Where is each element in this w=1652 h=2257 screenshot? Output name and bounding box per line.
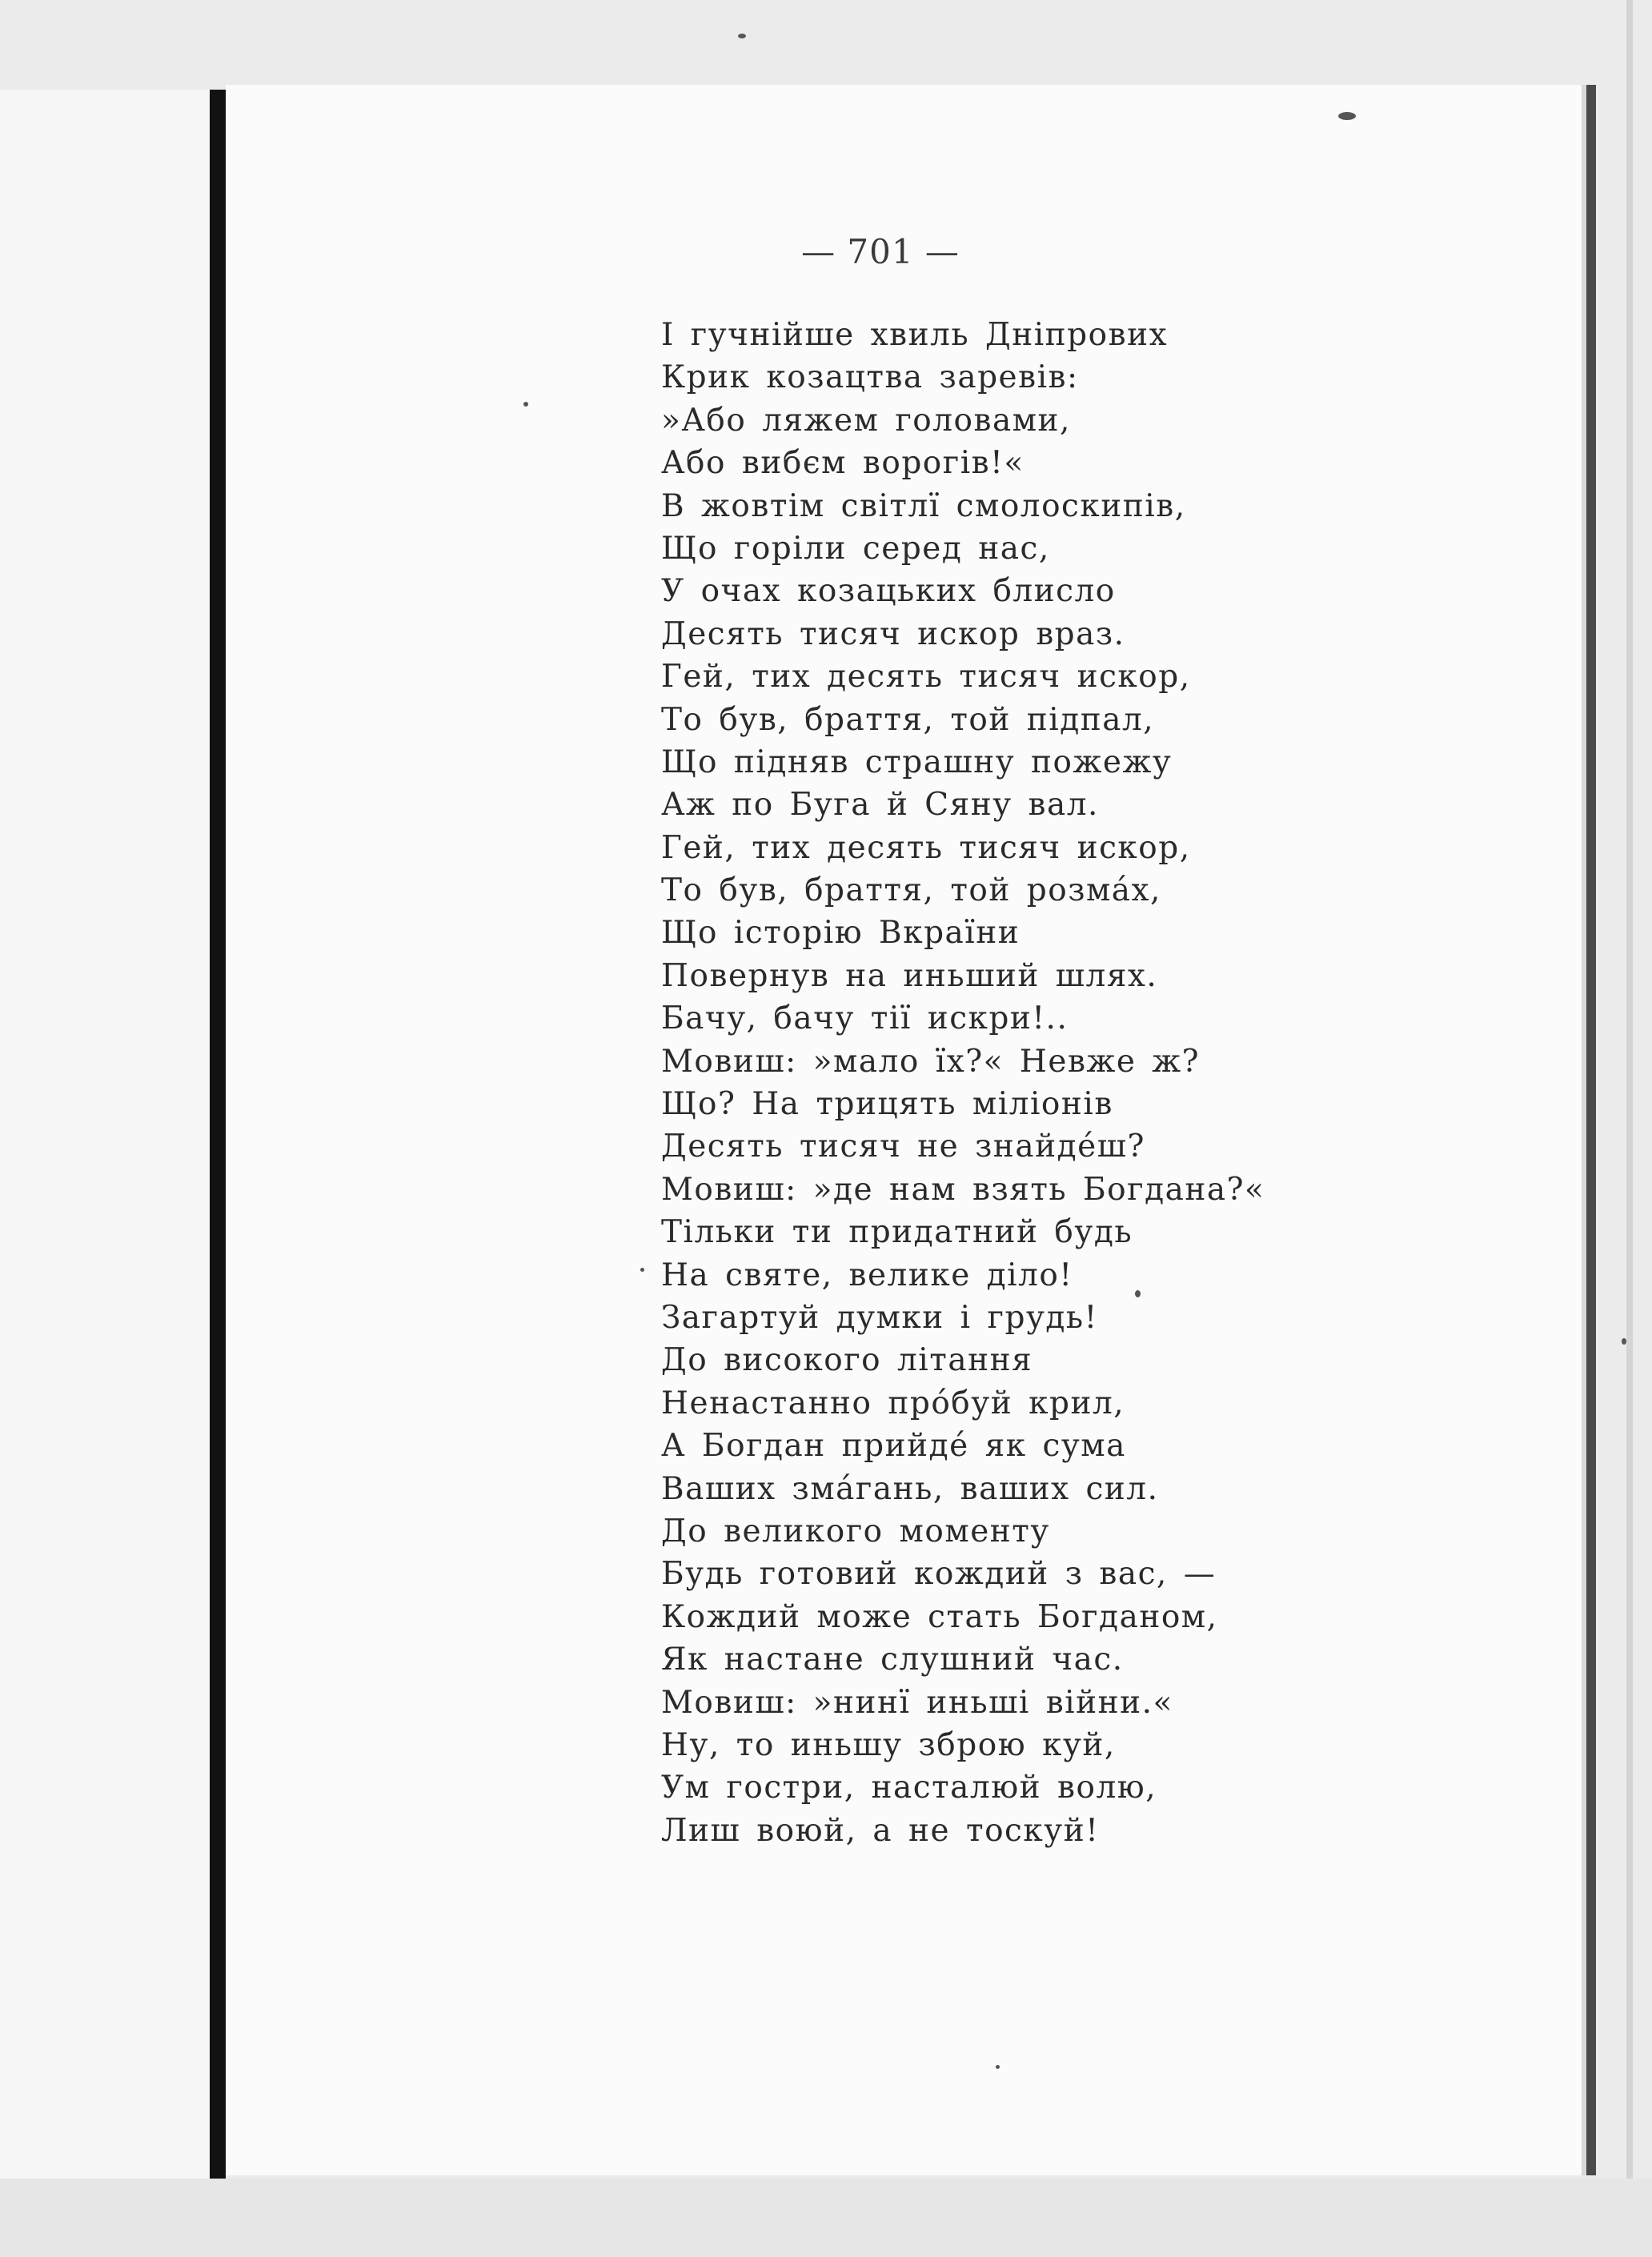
poem-line: Що горіли серед нас,: [661, 530, 1050, 567]
poem-line: Десять тисяч искор враз.: [661, 615, 1125, 652]
page-right-edge: [1586, 85, 1596, 2175]
poem-line: Десять тисяч не знайде́ш?: [661, 1128, 1145, 1165]
poem-line: А Богдан прийде́ як сума: [661, 1428, 1126, 1465]
poem-line: Мовиш: »нинї иньші війни.«: [661, 1684, 1173, 1721]
poem-line: Гей, тих десять тисяч искор,: [661, 659, 1191, 696]
poem-line: Що підняв страшну пожежу: [661, 744, 1173, 780]
poem-line: Загартуй думки і грудь!: [661, 1299, 1098, 1336]
book-spine: [210, 90, 226, 2179]
poem-line: То був, браття, той підпал,: [661, 701, 1155, 738]
poem-line: Як настане слушний час.: [661, 1642, 1124, 1678]
poem-line: І гучнійше хвиль Дніпрових: [661, 317, 1169, 353]
poem-line: До високого літання: [661, 1342, 1033, 1379]
poem-line: Ум гостри, насталюй волю,: [661, 1770, 1157, 1806]
left-page-edge: [0, 90, 210, 2179]
poem-line: Крик козацтва заревів:: [661, 359, 1079, 396]
poem-line: Кождий може стать Богданом,: [661, 1598, 1218, 1635]
poem-line: Ненастанно про́буй крил,: [661, 1385, 1125, 1421]
poem-line: Будь готовий кождий з вас, —: [661, 1556, 1217, 1593]
poem-line: Бачу, бачу тії искри!..: [661, 1000, 1069, 1037]
poem-line: Повернув на иньший шлях.: [661, 957, 1158, 994]
poem-line: Ваших зма́гань, ваших сил.: [661, 1470, 1159, 1507]
scan-speck: [1622, 1338, 1626, 1345]
poem-line: »Або ляжем головами,: [661, 402, 1071, 439]
poem-line: Аж по Буга й Сяну вал.: [661, 787, 1099, 824]
poem-line: На святе, велике діло!: [661, 1257, 1073, 1293]
poem-line: Лиш воюй, а не тоскуй!: [661, 1812, 1100, 1849]
poem-line: Гей, тих десять тисяч искор,: [661, 829, 1191, 866]
scan-bottom-margin: [0, 2179, 1652, 2257]
poem-line: Що? На трицять міліонів: [661, 1086, 1113, 1123]
poem-line: У очах козацьких блисло: [661, 573, 1116, 610]
scan-edge: [1626, 0, 1633, 2257]
scan-speck: [738, 34, 746, 38]
scan-speck: [1338, 112, 1356, 120]
poem-line: До великого моменту: [661, 1513, 1050, 1549]
scan-speck: [523, 402, 528, 407]
poem-text: [661, 314, 1317, 1852]
poem-line: Тільки ти придатний будь: [661, 1214, 1133, 1251]
poem-line: То був, браття, той розма́х,: [661, 872, 1161, 909]
poem-line: Ну, то иньшу зброю куй,: [661, 1726, 1116, 1763]
poem-line: Мовиш: »мало їх?« Невже ж?: [661, 1043, 1201, 1080]
scan-speck: [1135, 1290, 1141, 1297]
page-number: — 701 —: [801, 232, 960, 271]
poem-line: Що історію Вкраїни: [661, 915, 1020, 952]
scan-speck: [996, 2065, 1000, 2069]
poem-line: Мовиш: »де нам взять Богдана?«: [661, 1171, 1265, 1208]
scan-speck: [640, 1268, 644, 1272]
poem-line: Або вибєм ворогів!«: [661, 445, 1024, 482]
poem-line: В жовтім світлї смолоскипів,: [661, 487, 1186, 524]
